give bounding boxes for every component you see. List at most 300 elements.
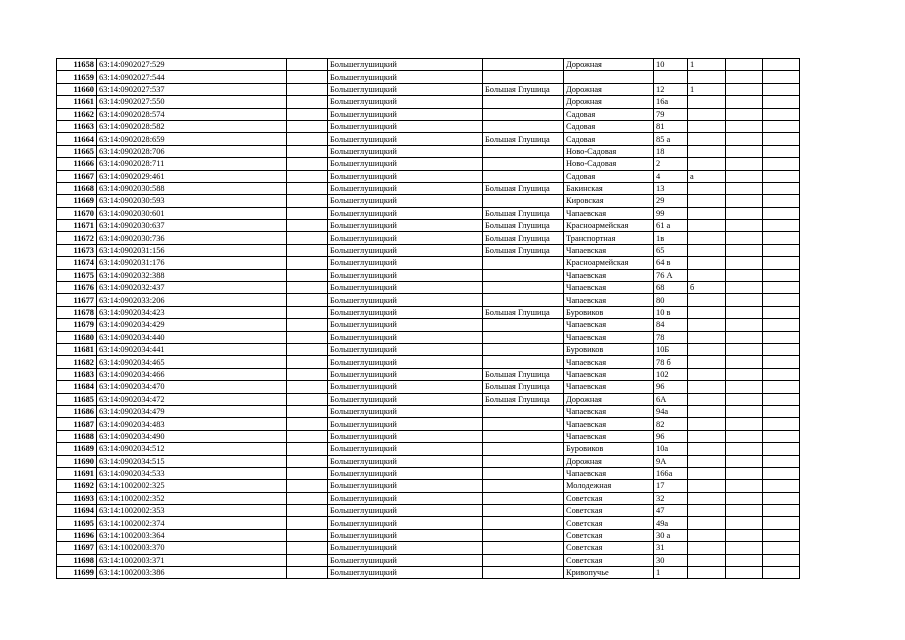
- district-cell[interactable]: Большеглушицкий: [328, 96, 483, 108]
- blank-cell-cell[interactable]: [287, 59, 328, 71]
- settlement-cell[interactable]: [483, 529, 564, 541]
- extra-cell-1-cell[interactable]: [726, 443, 763, 455]
- settlement-cell[interactable]: [483, 120, 564, 132]
- district-cell[interactable]: Большеглушицкий: [328, 455, 483, 467]
- house-number-cell[interactable]: 1: [654, 567, 688, 579]
- row-number-cell[interactable]: 11693: [57, 492, 97, 504]
- settlement-cell[interactable]: [483, 294, 564, 306]
- blank-cell-cell[interactable]: [287, 108, 328, 120]
- blank-cell-cell[interactable]: [287, 567, 328, 579]
- row-number-cell[interactable]: 11686: [57, 405, 97, 417]
- blank-cell-cell[interactable]: [287, 269, 328, 281]
- house-number-cell[interactable]: 76 А: [654, 269, 688, 281]
- building-letter-cell[interactable]: [688, 232, 726, 244]
- street-cell[interactable]: Чапаевская: [564, 282, 654, 294]
- extra-cell-1-cell[interactable]: [726, 133, 763, 145]
- extra-cell-2-cell[interactable]: [763, 269, 800, 281]
- house-number-cell[interactable]: 99: [654, 207, 688, 219]
- house-number-cell[interactable]: 16а: [654, 96, 688, 108]
- row-number-cell[interactable]: 11674: [57, 257, 97, 269]
- street-cell[interactable]: Транспортная: [564, 232, 654, 244]
- extra-cell-1-cell[interactable]: [726, 59, 763, 71]
- settlement-cell[interactable]: Большая Глушица: [483, 83, 564, 95]
- district-cell[interactable]: Большеглушицкий: [328, 195, 483, 207]
- settlement-cell[interactable]: [483, 319, 564, 331]
- street-cell[interactable]: Чапаевская: [564, 418, 654, 430]
- street-cell[interactable]: Буровиков: [564, 343, 654, 355]
- district-cell[interactable]: Большеглушицкий: [328, 170, 483, 182]
- cadastral-number-cell[interactable]: 63:14:0902030:593: [97, 195, 287, 207]
- cadastral-number-cell[interactable]: 63:14:0902034:423: [97, 306, 287, 318]
- settlement-cell[interactable]: [483, 467, 564, 479]
- district-cell[interactable]: Большеглушицкий: [328, 381, 483, 393]
- row-number-cell[interactable]: 11696: [57, 529, 97, 541]
- house-number-cell[interactable]: 13: [654, 182, 688, 194]
- row-number-cell[interactable]: 11670: [57, 207, 97, 219]
- blank-cell-cell[interactable]: [287, 158, 328, 170]
- house-number-cell[interactable]: 30 а: [654, 529, 688, 541]
- extra-cell-1-cell[interactable]: [726, 232, 763, 244]
- extra-cell-2-cell[interactable]: [763, 529, 800, 541]
- row-number-cell[interactable]: 11665: [57, 145, 97, 157]
- settlement-cell[interactable]: [483, 505, 564, 517]
- blank-cell-cell[interactable]: [287, 443, 328, 455]
- street-cell[interactable]: Советская: [564, 554, 654, 566]
- house-number-cell[interactable]: 17: [654, 480, 688, 492]
- building-letter-cell[interactable]: [688, 517, 726, 529]
- district-cell[interactable]: Большеглушицкий: [328, 83, 483, 95]
- cadastral-number-cell[interactable]: 63:14:0902034:429: [97, 319, 287, 331]
- street-cell[interactable]: Красноармейская: [564, 220, 654, 232]
- extra-cell-2-cell[interactable]: [763, 232, 800, 244]
- extra-cell-2-cell[interactable]: [763, 554, 800, 566]
- blank-cell-cell[interactable]: [287, 96, 328, 108]
- extra-cell-1-cell[interactable]: [726, 381, 763, 393]
- row-number-cell[interactable]: 11658: [57, 59, 97, 71]
- district-cell[interactable]: Большеглушицкий: [328, 182, 483, 194]
- street-cell[interactable]: Дорожная: [564, 59, 654, 71]
- building-letter-cell[interactable]: б: [688, 282, 726, 294]
- blank-cell-cell[interactable]: [287, 195, 328, 207]
- cadastral-number-cell[interactable]: 63:14:0902028:582: [97, 120, 287, 132]
- cadastral-number-cell[interactable]: 63:14:0902027:529: [97, 59, 287, 71]
- blank-cell-cell[interactable]: [287, 71, 328, 83]
- cadastral-number-cell[interactable]: 63:14:0902034:441: [97, 343, 287, 355]
- cadastral-number-cell[interactable]: 63:14:0902028:706: [97, 145, 287, 157]
- extra-cell-2-cell[interactable]: [763, 542, 800, 554]
- cadastral-number-cell[interactable]: 63:14:0902034:470: [97, 381, 287, 393]
- row-number-cell[interactable]: 11690: [57, 455, 97, 467]
- extra-cell-1-cell[interactable]: [726, 393, 763, 405]
- street-cell[interactable]: Чапаевская: [564, 467, 654, 479]
- cadastral-number-cell[interactable]: 63:14:0902028:574: [97, 108, 287, 120]
- extra-cell-2-cell[interactable]: [763, 381, 800, 393]
- building-letter-cell[interactable]: [688, 145, 726, 157]
- settlement-cell[interactable]: Большая Глушица: [483, 133, 564, 145]
- building-letter-cell[interactable]: [688, 529, 726, 541]
- cadastral-number-cell[interactable]: 63:14:0902030:637: [97, 220, 287, 232]
- extra-cell-1-cell[interactable]: [726, 269, 763, 281]
- building-letter-cell[interactable]: [688, 158, 726, 170]
- cadastral-number-cell[interactable]: 63:14:1002003:386: [97, 567, 287, 579]
- extra-cell-1-cell[interactable]: [726, 120, 763, 132]
- extra-cell-1-cell[interactable]: [726, 207, 763, 219]
- extra-cell-1-cell[interactable]: [726, 282, 763, 294]
- extra-cell-1-cell[interactable]: [726, 96, 763, 108]
- district-cell[interactable]: Большеглушицкий: [328, 120, 483, 132]
- cadastral-number-cell[interactable]: 63:14:0902034:483: [97, 418, 287, 430]
- house-number-cell[interactable]: 166а: [654, 467, 688, 479]
- building-letter-cell[interactable]: [688, 368, 726, 380]
- settlement-cell[interactable]: Большая Глушица: [483, 244, 564, 256]
- extra-cell-2-cell[interactable]: [763, 170, 800, 182]
- row-number-cell[interactable]: 11667: [57, 170, 97, 182]
- extra-cell-2-cell[interactable]: [763, 133, 800, 145]
- extra-cell-1-cell[interactable]: [726, 492, 763, 504]
- row-number-cell[interactable]: 11679: [57, 319, 97, 331]
- district-cell[interactable]: Большеглушицкий: [328, 554, 483, 566]
- settlement-cell[interactable]: [483, 158, 564, 170]
- blank-cell-cell[interactable]: [287, 343, 328, 355]
- house-number-cell[interactable]: 47: [654, 505, 688, 517]
- house-number-cell[interactable]: 6А: [654, 393, 688, 405]
- street-cell[interactable]: Чапаевская: [564, 368, 654, 380]
- building-letter-cell[interactable]: [688, 492, 726, 504]
- cadastral-number-cell[interactable]: 63:14:0902028:711: [97, 158, 287, 170]
- cadastral-number-cell[interactable]: 63:14:0902028:659: [97, 133, 287, 145]
- street-cell[interactable]: Советская: [564, 505, 654, 517]
- cadastral-number-cell[interactable]: 63:14:1002002:374: [97, 517, 287, 529]
- extra-cell-2-cell[interactable]: [763, 517, 800, 529]
- house-number-cell[interactable]: 49а: [654, 517, 688, 529]
- extra-cell-2-cell[interactable]: [763, 492, 800, 504]
- house-number-cell[interactable]: 65: [654, 244, 688, 256]
- street-cell[interactable]: Чапаевская: [564, 331, 654, 343]
- cadastral-number-cell[interactable]: 63:14:0902034:440: [97, 331, 287, 343]
- building-letter-cell[interactable]: [688, 182, 726, 194]
- row-number-cell[interactable]: 11697: [57, 542, 97, 554]
- settlement-cell[interactable]: [483, 195, 564, 207]
- settlement-cell[interactable]: [483, 356, 564, 368]
- blank-cell-cell[interactable]: [287, 207, 328, 219]
- row-number-cell[interactable]: 11676: [57, 282, 97, 294]
- building-letter-cell[interactable]: [688, 294, 726, 306]
- extra-cell-1-cell[interactable]: [726, 195, 763, 207]
- cadastral-number-cell[interactable]: 63:14:0902030:736: [97, 232, 287, 244]
- settlement-cell[interactable]: [483, 554, 564, 566]
- street-cell[interactable]: Чапаевская: [564, 405, 654, 417]
- house-number-cell[interactable]: 96: [654, 381, 688, 393]
- street-cell[interactable]: Буровиков: [564, 306, 654, 318]
- settlement-cell[interactable]: [483, 282, 564, 294]
- street-cell[interactable]: Буровиков: [564, 443, 654, 455]
- extra-cell-2-cell[interactable]: [763, 158, 800, 170]
- extra-cell-1-cell[interactable]: [726, 319, 763, 331]
- settlement-cell[interactable]: [483, 108, 564, 120]
- district-cell[interactable]: Большеглушицкий: [328, 430, 483, 442]
- district-cell[interactable]: Большеглушицкий: [328, 517, 483, 529]
- row-number-cell[interactable]: 11681: [57, 343, 97, 355]
- building-letter-cell[interactable]: 1: [688, 83, 726, 95]
- house-number-cell[interactable]: 9А: [654, 455, 688, 467]
- blank-cell-cell[interactable]: [287, 430, 328, 442]
- settlement-cell[interactable]: [483, 517, 564, 529]
- district-cell[interactable]: Большеглушицкий: [328, 356, 483, 368]
- district-cell[interactable]: Большеглушицкий: [328, 567, 483, 579]
- extra-cell-1-cell[interactable]: [726, 542, 763, 554]
- district-cell[interactable]: Большеглушицкий: [328, 480, 483, 492]
- cadastral-number-cell[interactable]: 63:14:0902033:206: [97, 294, 287, 306]
- house-number-cell[interactable]: 10а: [654, 443, 688, 455]
- settlement-cell[interactable]: [483, 170, 564, 182]
- street-cell[interactable]: Красноармейская: [564, 257, 654, 269]
- settlement-cell[interactable]: [483, 405, 564, 417]
- row-number-cell[interactable]: 11678: [57, 306, 97, 318]
- extra-cell-1-cell[interactable]: [726, 331, 763, 343]
- house-number-cell[interactable]: 81: [654, 120, 688, 132]
- extra-cell-1-cell[interactable]: [726, 567, 763, 579]
- extra-cell-2-cell[interactable]: [763, 443, 800, 455]
- house-number-cell[interactable]: 1в: [654, 232, 688, 244]
- district-cell[interactable]: Большеглушицкий: [328, 418, 483, 430]
- building-letter-cell[interactable]: [688, 120, 726, 132]
- street-cell[interactable]: [564, 71, 654, 83]
- blank-cell-cell[interactable]: [287, 467, 328, 479]
- extra-cell-1-cell[interactable]: [726, 71, 763, 83]
- street-cell[interactable]: Садовая: [564, 108, 654, 120]
- settlement-cell[interactable]: [483, 96, 564, 108]
- extra-cell-2-cell[interactable]: [763, 505, 800, 517]
- house-number-cell[interactable]: 82: [654, 418, 688, 430]
- blank-cell-cell[interactable]: [287, 133, 328, 145]
- row-number-cell[interactable]: 11694: [57, 505, 97, 517]
- cadastral-number-cell[interactable]: 63:14:0902034:466: [97, 368, 287, 380]
- extra-cell-2-cell[interactable]: [763, 467, 800, 479]
- row-number-cell[interactable]: 11699: [57, 567, 97, 579]
- row-number-cell[interactable]: 11692: [57, 480, 97, 492]
- settlement-cell[interactable]: [483, 455, 564, 467]
- building-letter-cell[interactable]: [688, 430, 726, 442]
- house-number-cell[interactable]: 96: [654, 430, 688, 442]
- house-number-cell[interactable]: 2: [654, 158, 688, 170]
- settlement-cell[interactable]: Большая Глушица: [483, 232, 564, 244]
- district-cell[interactable]: Большеглушицкий: [328, 529, 483, 541]
- extra-cell-2-cell[interactable]: [763, 182, 800, 194]
- district-cell[interactable]: Большеглушицкий: [328, 306, 483, 318]
- district-cell[interactable]: Большеглушицкий: [328, 282, 483, 294]
- district-cell[interactable]: Большеглушицкий: [328, 467, 483, 479]
- extra-cell-1-cell[interactable]: [726, 430, 763, 442]
- blank-cell-cell[interactable]: [287, 455, 328, 467]
- extra-cell-1-cell[interactable]: [726, 294, 763, 306]
- settlement-cell[interactable]: [483, 492, 564, 504]
- district-cell[interactable]: Большеглушицкий: [328, 71, 483, 83]
- street-cell[interactable]: Чапаевская: [564, 244, 654, 256]
- building-letter-cell[interactable]: [688, 393, 726, 405]
- extra-cell-1-cell[interactable]: [726, 368, 763, 380]
- blank-cell-cell[interactable]: [287, 182, 328, 194]
- street-cell[interactable]: Садовая: [564, 120, 654, 132]
- street-cell[interactable]: Дорожная: [564, 96, 654, 108]
- building-letter-cell[interactable]: [688, 443, 726, 455]
- district-cell[interactable]: Большеглушицкий: [328, 405, 483, 417]
- district-cell[interactable]: Большеглушицкий: [328, 331, 483, 343]
- street-cell[interactable]: Чапаевская: [564, 356, 654, 368]
- extra-cell-1-cell[interactable]: [726, 467, 763, 479]
- row-number-cell[interactable]: 11683: [57, 368, 97, 380]
- house-number-cell[interactable]: 18: [654, 145, 688, 157]
- row-number-cell[interactable]: 11671: [57, 220, 97, 232]
- settlement-cell[interactable]: [483, 59, 564, 71]
- house-number-cell[interactable]: 79: [654, 108, 688, 120]
- district-cell[interactable]: Большеглушицкий: [328, 108, 483, 120]
- extra-cell-2-cell[interactable]: [763, 108, 800, 120]
- extra-cell-2-cell[interactable]: [763, 195, 800, 207]
- house-number-cell[interactable]: 32: [654, 492, 688, 504]
- cadastral-number-cell[interactable]: 63:14:0902034:512: [97, 443, 287, 455]
- building-letter-cell[interactable]: [688, 542, 726, 554]
- blank-cell-cell[interactable]: [287, 517, 328, 529]
- blank-cell-cell[interactable]: [287, 480, 328, 492]
- house-number-cell[interactable]: 10: [654, 59, 688, 71]
- blank-cell-cell[interactable]: [287, 405, 328, 417]
- extra-cell-1-cell[interactable]: [726, 257, 763, 269]
- extra-cell-1-cell[interactable]: [726, 554, 763, 566]
- street-cell[interactable]: Советская: [564, 517, 654, 529]
- extra-cell-2-cell[interactable]: [763, 393, 800, 405]
- blank-cell-cell[interactable]: [287, 381, 328, 393]
- cadastral-number-cell[interactable]: 63:14:1002002:325: [97, 480, 287, 492]
- blank-cell-cell[interactable]: [287, 368, 328, 380]
- street-cell[interactable]: Молодежная: [564, 480, 654, 492]
- house-number-cell[interactable]: 12: [654, 83, 688, 95]
- extra-cell-2-cell[interactable]: [763, 455, 800, 467]
- house-number-cell[interactable]: 30: [654, 554, 688, 566]
- cadastral-number-cell[interactable]: 63:14:1002003:370: [97, 542, 287, 554]
- settlement-cell[interactable]: [483, 257, 564, 269]
- settlement-cell[interactable]: Большая Глушица: [483, 381, 564, 393]
- blank-cell-cell[interactable]: [287, 393, 328, 405]
- extra-cell-2-cell[interactable]: [763, 244, 800, 256]
- house-number-cell[interactable]: 78: [654, 331, 688, 343]
- extra-cell-2-cell[interactable]: [763, 480, 800, 492]
- district-cell[interactable]: Большеглушицкий: [328, 343, 483, 355]
- extra-cell-1-cell[interactable]: [726, 480, 763, 492]
- row-number-cell[interactable]: 11685: [57, 393, 97, 405]
- settlement-cell[interactable]: Большая Глушица: [483, 182, 564, 194]
- street-cell[interactable]: Чапаевская: [564, 319, 654, 331]
- house-number-cell[interactable]: 85 а: [654, 133, 688, 145]
- building-letter-cell[interactable]: [688, 467, 726, 479]
- cadastral-number-cell[interactable]: 63:14:1002002:352: [97, 492, 287, 504]
- street-cell[interactable]: Ново-Садовая: [564, 158, 654, 170]
- cadastral-number-cell[interactable]: 63:14:0902031:156: [97, 244, 287, 256]
- extra-cell-2-cell[interactable]: [763, 257, 800, 269]
- extra-cell-1-cell[interactable]: [726, 306, 763, 318]
- building-letter-cell[interactable]: [688, 244, 726, 256]
- blank-cell-cell[interactable]: [287, 331, 328, 343]
- building-letter-cell[interactable]: [688, 257, 726, 269]
- blank-cell-cell[interactable]: [287, 120, 328, 132]
- house-number-cell[interactable]: 78 б: [654, 356, 688, 368]
- house-number-cell[interactable]: [654, 71, 688, 83]
- building-letter-cell[interactable]: а: [688, 170, 726, 182]
- cadastral-number-cell[interactable]: 63:14:0902027:537: [97, 83, 287, 95]
- blank-cell-cell[interactable]: [287, 356, 328, 368]
- extra-cell-2-cell[interactable]: [763, 145, 800, 157]
- street-cell[interactable]: Советская: [564, 542, 654, 554]
- settlement-cell[interactable]: Большая Глушица: [483, 306, 564, 318]
- cadastral-number-cell[interactable]: 63:14:0902034:533: [97, 467, 287, 479]
- house-number-cell[interactable]: 64 в: [654, 257, 688, 269]
- cadastral-number-cell[interactable]: 63:14:0902034:479: [97, 405, 287, 417]
- district-cell[interactable]: Большеглушицкий: [328, 294, 483, 306]
- row-number-cell[interactable]: 11684: [57, 381, 97, 393]
- cadastral-number-cell[interactable]: 63:14:0902030:588: [97, 182, 287, 194]
- blank-cell-cell[interactable]: [287, 294, 328, 306]
- house-number-cell[interactable]: 4: [654, 170, 688, 182]
- row-number-cell[interactable]: 11689: [57, 443, 97, 455]
- settlement-cell[interactable]: [483, 343, 564, 355]
- row-number-cell[interactable]: 11660: [57, 83, 97, 95]
- extra-cell-2-cell[interactable]: [763, 418, 800, 430]
- district-cell[interactable]: Большеглушицкий: [328, 207, 483, 219]
- extra-cell-1-cell[interactable]: [726, 455, 763, 467]
- building-letter-cell[interactable]: [688, 343, 726, 355]
- street-cell[interactable]: Садовая: [564, 133, 654, 145]
- house-number-cell[interactable]: 80: [654, 294, 688, 306]
- street-cell[interactable]: Дорожная: [564, 455, 654, 467]
- extra-cell-2-cell[interactable]: [763, 207, 800, 219]
- settlement-cell[interactable]: [483, 480, 564, 492]
- row-number-cell[interactable]: 11695: [57, 517, 97, 529]
- building-letter-cell[interactable]: [688, 356, 726, 368]
- building-letter-cell[interactable]: [688, 480, 726, 492]
- row-number-cell[interactable]: 11662: [57, 108, 97, 120]
- house-number-cell[interactable]: 10 в: [654, 306, 688, 318]
- cadastral-number-cell[interactable]: 63:14:1002002:353: [97, 505, 287, 517]
- street-cell[interactable]: Садовая: [564, 170, 654, 182]
- building-letter-cell[interactable]: [688, 96, 726, 108]
- cadastral-number-cell[interactable]: 63:14:0902030:601: [97, 207, 287, 219]
- building-letter-cell[interactable]: [688, 108, 726, 120]
- settlement-cell[interactable]: Большая Глушица: [483, 220, 564, 232]
- house-number-cell[interactable]: 61 а: [654, 220, 688, 232]
- house-number-cell[interactable]: 102: [654, 368, 688, 380]
- street-cell[interactable]: Кировская: [564, 195, 654, 207]
- extra-cell-2-cell[interactable]: [763, 59, 800, 71]
- cadastral-number-cell[interactable]: 63:14:0902027:550: [97, 96, 287, 108]
- settlement-cell[interactable]: [483, 71, 564, 83]
- blank-cell-cell[interactable]: [287, 418, 328, 430]
- building-letter-cell[interactable]: [688, 455, 726, 467]
- extra-cell-2-cell[interactable]: [763, 96, 800, 108]
- building-letter-cell[interactable]: [688, 269, 726, 281]
- street-cell[interactable]: Чапаевская: [564, 294, 654, 306]
- extra-cell-1-cell[interactable]: [726, 170, 763, 182]
- blank-cell-cell[interactable]: [287, 542, 328, 554]
- house-number-cell[interactable]: 94а: [654, 405, 688, 417]
- building-letter-cell[interactable]: [688, 505, 726, 517]
- street-cell[interactable]: Ново-Садовая: [564, 145, 654, 157]
- settlement-cell[interactable]: Большая Глушица: [483, 368, 564, 380]
- extra-cell-2-cell[interactable]: [763, 405, 800, 417]
- extra-cell-1-cell[interactable]: [726, 108, 763, 120]
- settlement-cell[interactable]: [483, 145, 564, 157]
- street-cell[interactable]: Чапаевская: [564, 269, 654, 281]
- cadastral-number-cell[interactable]: 63:14:0902032:437: [97, 282, 287, 294]
- extra-cell-1-cell[interactable]: [726, 517, 763, 529]
